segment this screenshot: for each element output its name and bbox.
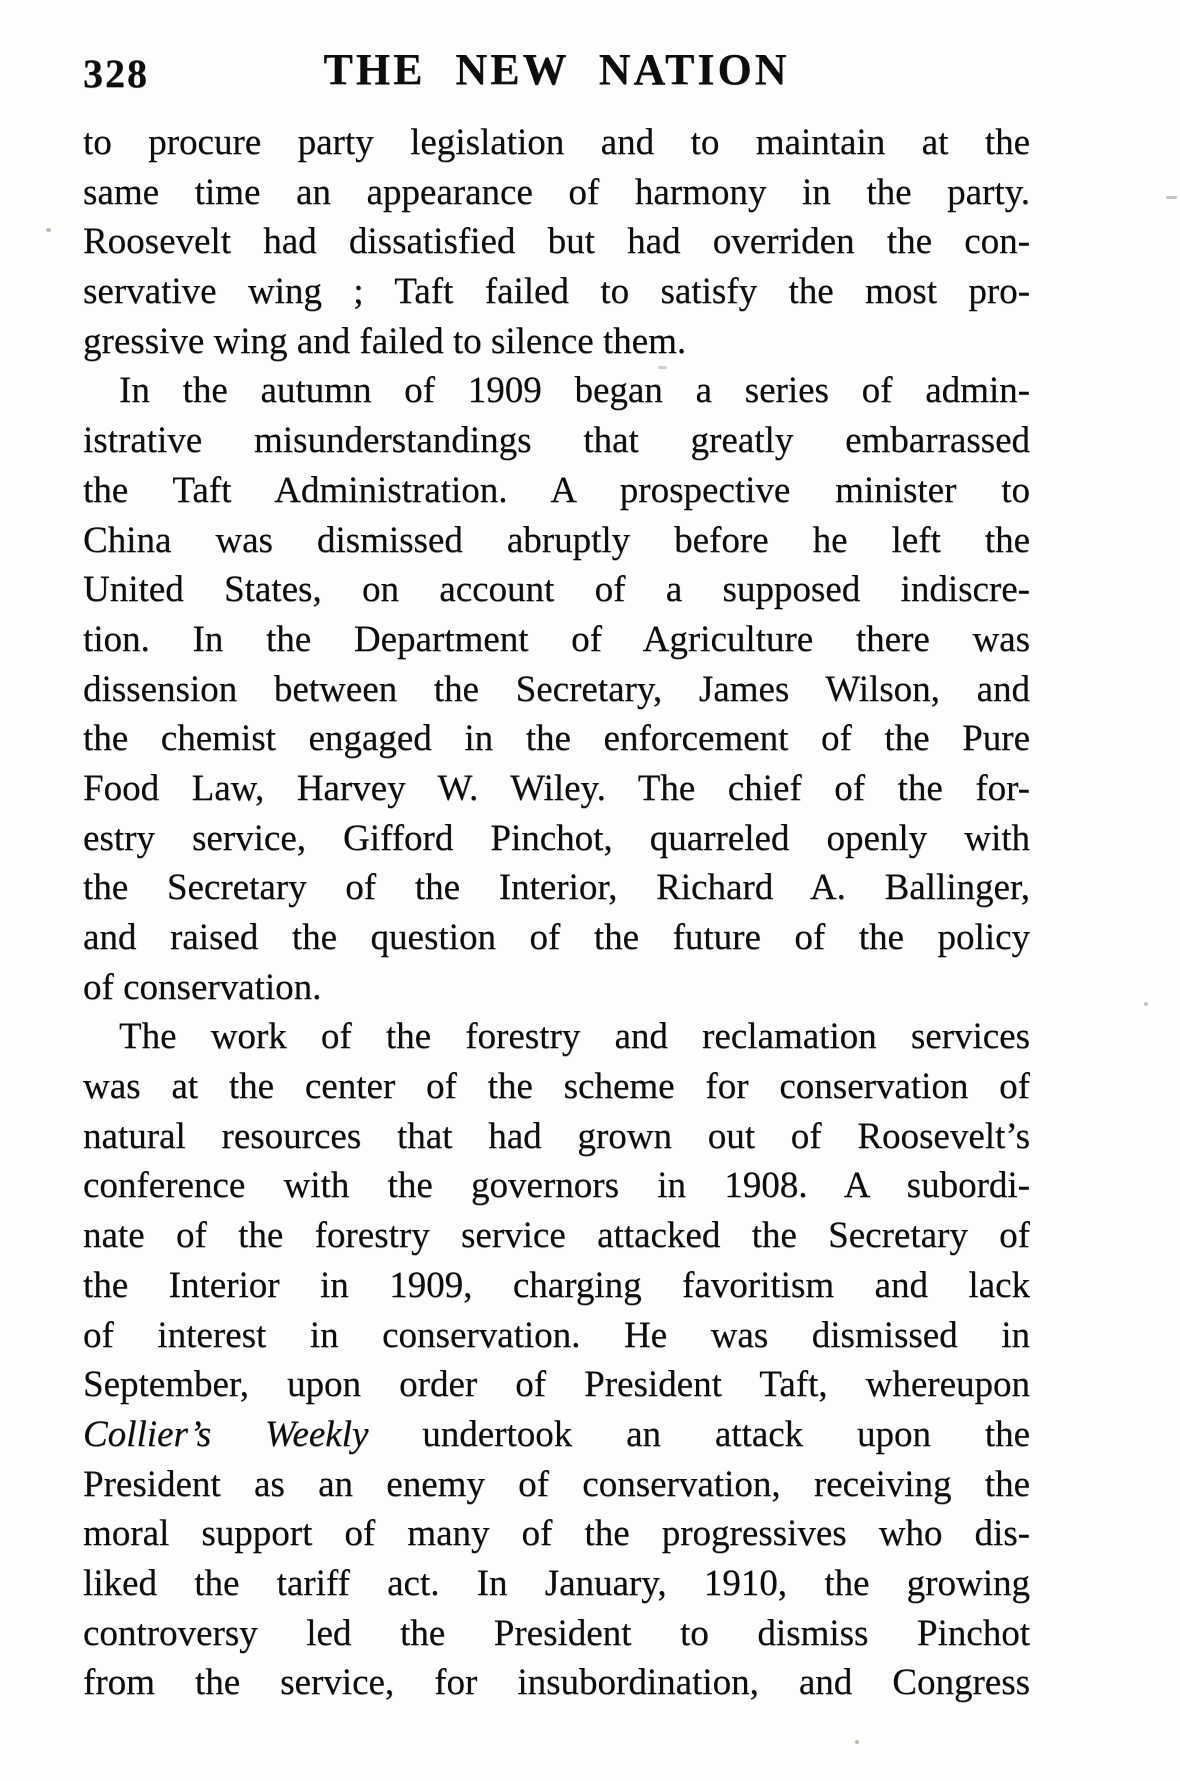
text-line (83, 814, 1030, 864)
body-text: dissension between the Secretary, James Wilson, and (83, 668, 1030, 710)
text-line (83, 1112, 1030, 1162)
text-line (83, 863, 1030, 913)
text-line (83, 665, 1030, 715)
text-line (83, 366, 1030, 416)
text-line (83, 1658, 1030, 1708)
text-line (83, 1012, 1030, 1062)
text-line (83, 466, 1030, 516)
text-line (83, 317, 1030, 367)
body-text: from the service, for insubordination, and Congress (83, 1662, 1030, 1704)
text-line (83, 217, 1030, 267)
page-body (83, 118, 1030, 1708)
body-text: the Interior in 1909, charging favoritism and lack (83, 1264, 1030, 1306)
body-text: The work of the forestry and reclamation services (119, 1016, 1030, 1058)
body-text: of interest in conservation. He was dismissed in (83, 1314, 1030, 1356)
text-line (83, 516, 1030, 566)
body-text: same time an appearance of harmony in the party. (83, 171, 1030, 213)
body-text: gressive wing and failed to silence them. (83, 320, 687, 362)
text-line (83, 913, 1030, 963)
text-line (83, 118, 1030, 168)
scan-speck (1144, 1002, 1148, 1006)
body-text: controversy led the President to dismiss Pinchot (83, 1612, 1030, 1654)
scan-speck (1166, 196, 1177, 199)
body-text: In the autumn of 1909 began a series of admin- (119, 370, 1030, 412)
body-text: was at the center of the scheme for conservation of (83, 1066, 1030, 1108)
text-line (83, 1211, 1030, 1261)
body-text: servative wing ; Taft failed to satisfy the most pro- (83, 271, 1030, 313)
text-line (83, 1460, 1030, 1510)
text-line (83, 168, 1030, 218)
body-text: estry service, Gifford Pinchot, quarreled openly with (83, 817, 1030, 859)
text-line (83, 565, 1030, 615)
text-line (83, 1609, 1030, 1659)
scan-speck (855, 1740, 859, 1744)
body-text: Food Law, Harvey W. Wiley. The chief of the for- (83, 767, 1030, 809)
body-text: Roosevelt had dissatisfied but had overriden the con- (83, 221, 1030, 263)
page-header (83, 42, 1030, 98)
body-text: and raised the question of the future of the policy (83, 917, 1030, 958)
body-text: tion. In the Department of Agriculture there was (83, 618, 1030, 660)
body-text: liked the tariff act. In January, 1910, the growing (83, 1562, 1030, 1604)
body-text: undertook an attack upon the (368, 1413, 1030, 1455)
text-line (83, 963, 1030, 1013)
text-line (83, 416, 1030, 466)
scan-speck (658, 366, 667, 369)
body-text: istrative misunderstandings that greatly embarrassed (83, 420, 1030, 462)
text-line (83, 1311, 1030, 1361)
body-text: President as an enemy of conservation, receiving the (83, 1463, 1030, 1505)
body-text: United States, on account of a supposed indiscre- (83, 569, 1030, 611)
body-text: China was dismissed abruptly before he left the (83, 519, 1030, 561)
text-line (83, 615, 1030, 665)
text-line (83, 1360, 1030, 1410)
text-line (83, 1161, 1030, 1211)
page-number: 328 (83, 51, 149, 96)
text-line (83, 1062, 1030, 1112)
body-text: nate of the forestry service attacked the Secretary of (83, 1215, 1030, 1257)
body-text: the Secretary of the Interior, Richard A. Ballinger, (83, 867, 1030, 909)
scan-speck (46, 228, 51, 232)
text-line (83, 714, 1030, 764)
text-line (83, 1509, 1030, 1559)
body-text: to procure party legislation and to maintain at the (83, 122, 1030, 163)
body-text: moral support of many of the progressives who dis- (83, 1513, 1030, 1555)
running-title: THE NEW NATION (323, 45, 790, 94)
body-text: conference with the governors in 1908. A subordi- (83, 1165, 1030, 1207)
body-text: the Taft Administration. A prospective minister to (83, 469, 1030, 511)
text-line (83, 1261, 1030, 1311)
text-line (83, 1410, 1030, 1460)
body-text: September, upon order of President Taft, whereupon (83, 1364, 1030, 1406)
text-line (83, 764, 1030, 814)
text-line (83, 1559, 1030, 1609)
body-text: of conservation. (83, 966, 322, 1008)
text-line (83, 267, 1030, 317)
italic-text: Collier’s Weekly (83, 1413, 369, 1455)
body-text: natural resources that had grown out of Roosevelt’s (83, 1115, 1030, 1157)
body-text: the chemist engaged in the enforcement of the Pure (83, 718, 1030, 760)
